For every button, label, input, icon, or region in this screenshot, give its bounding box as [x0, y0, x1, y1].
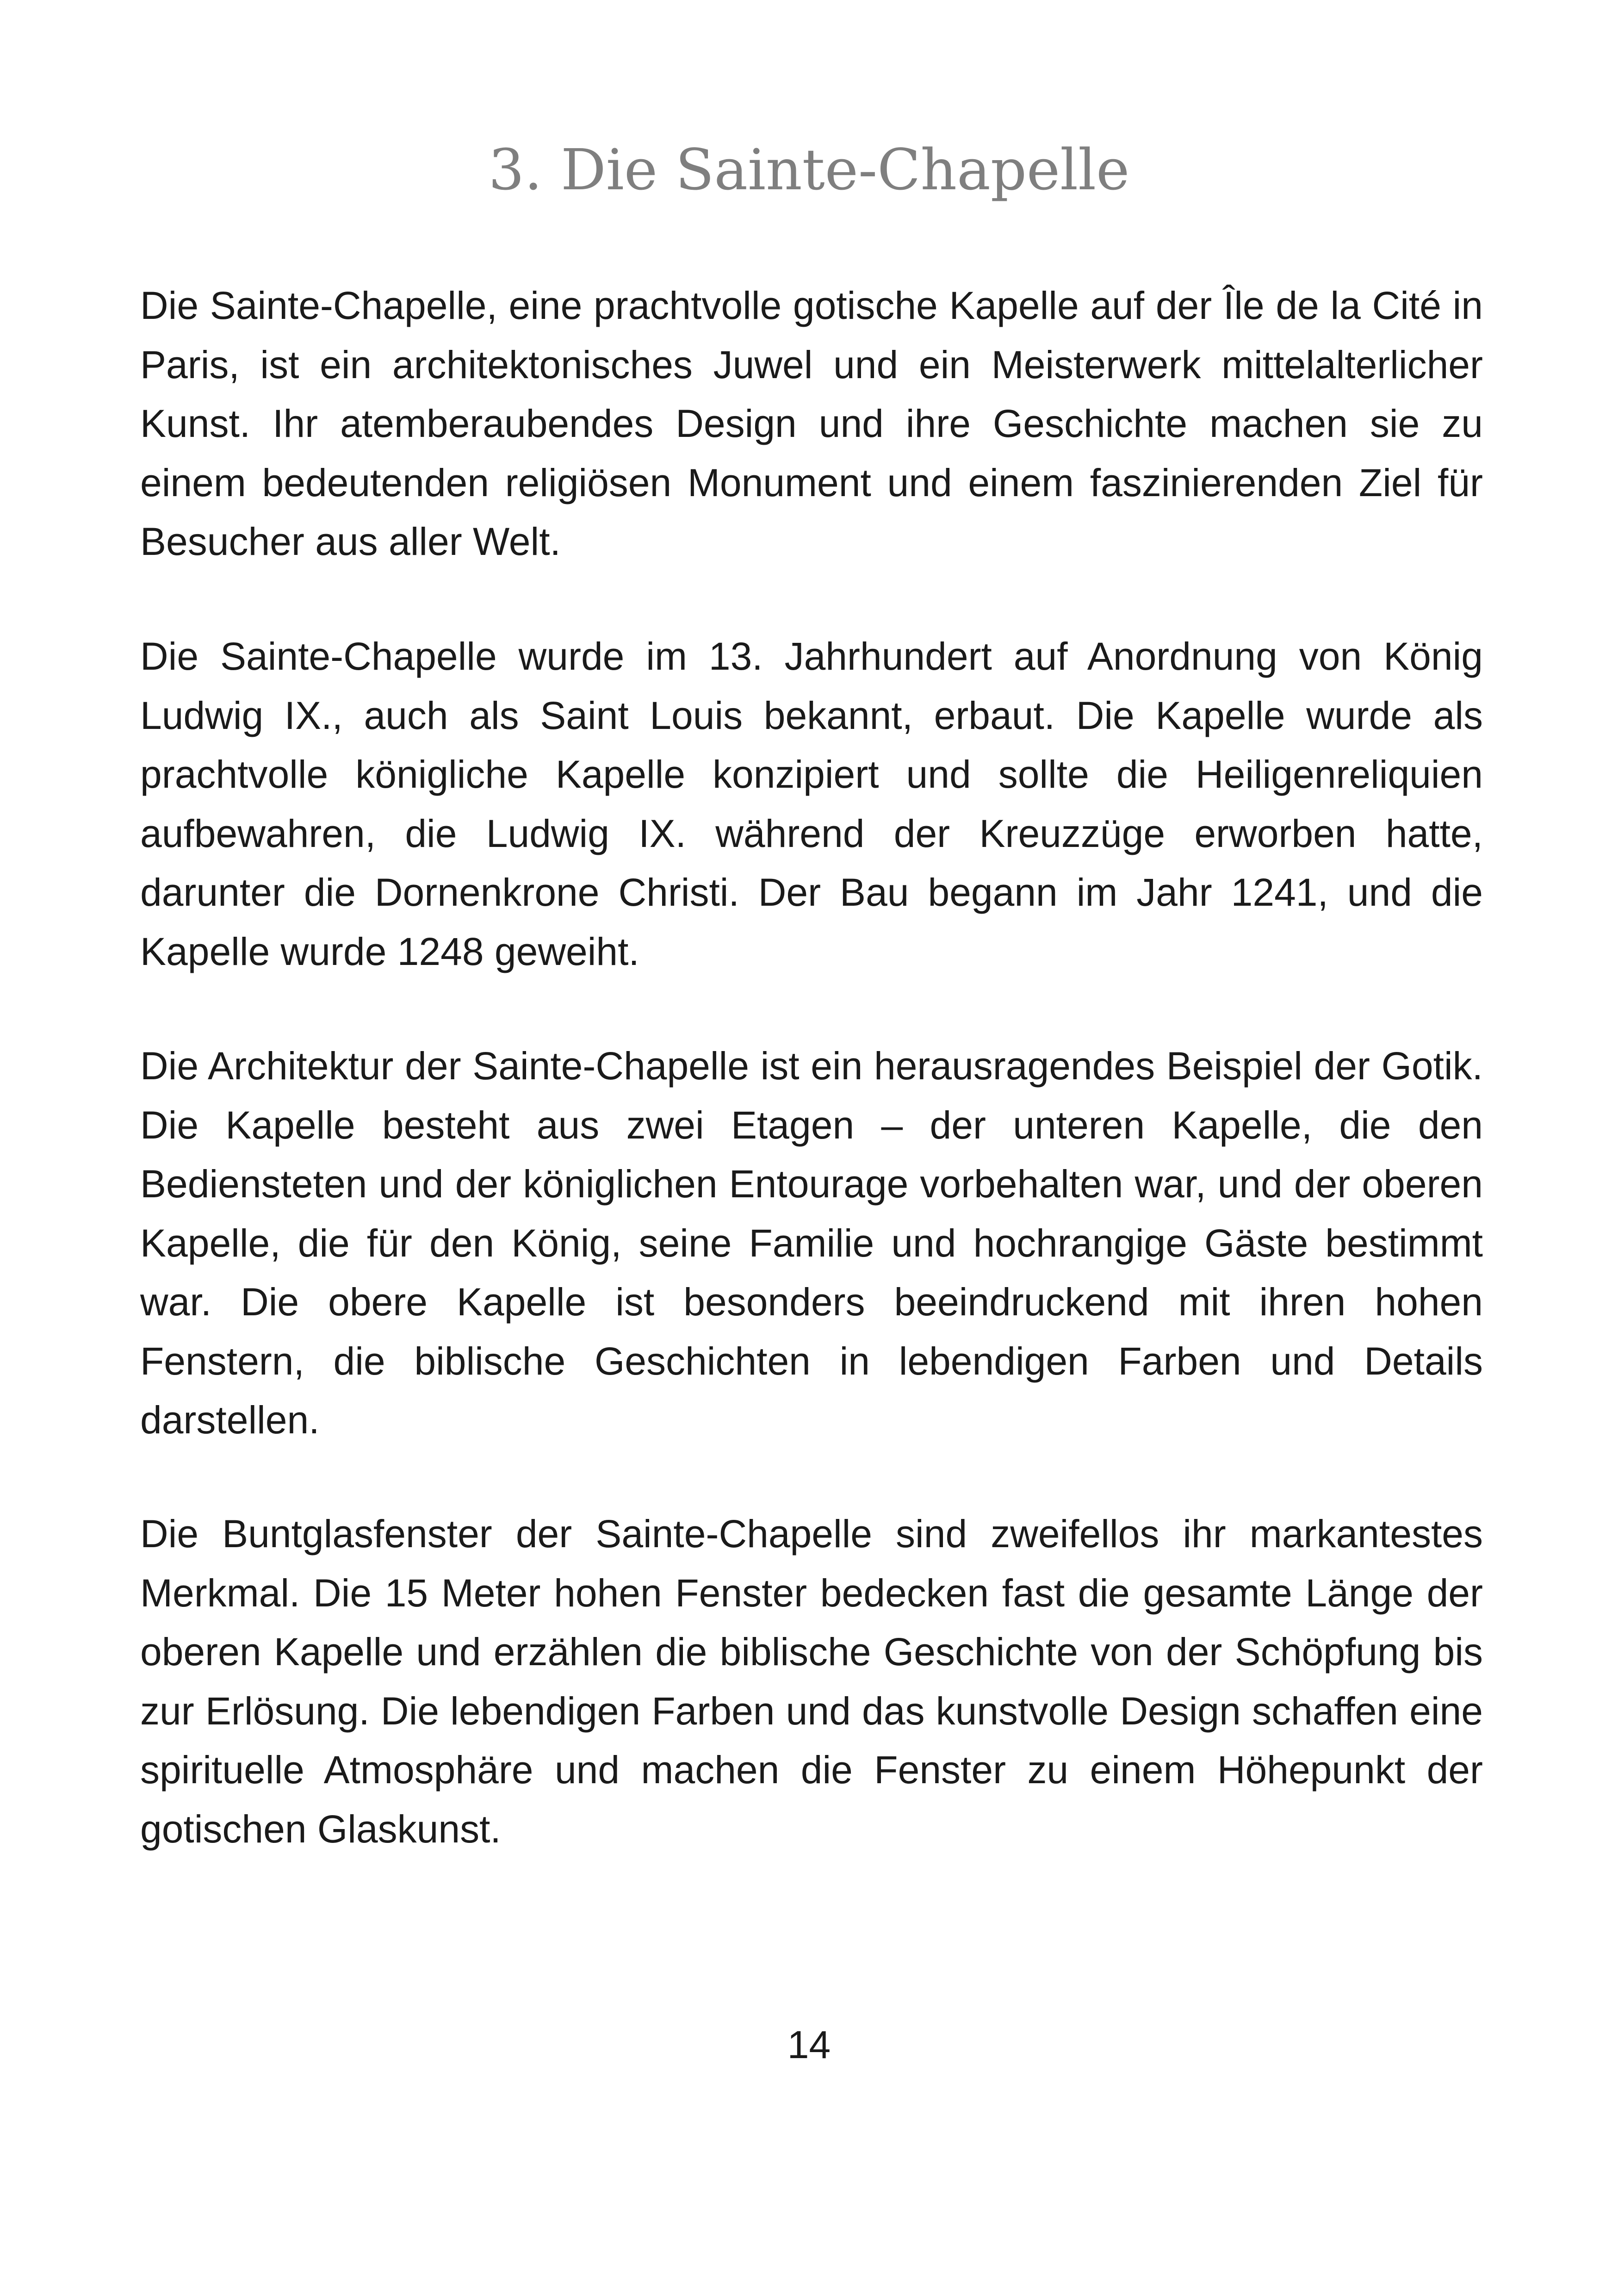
chapter-title: Die Sainte-Chapelle [561, 137, 1130, 203]
paragraph-stained-glass: Die Buntglasfenster der Sainte-Chapelle sind zweifellos ihr markantestes Merkmal. Die 15 Meter hohen Fenster bedecken fast die gesamte Länge der oberen Kapelle und erzählen die biblische Geschichte von der Schöpfung bis zur Erlösung. Die lebendigen Farben und das kunstvolle Design schaffen eine spirituelle Atmosphäre und machen die Fenster zu einem Höhepunkt der gotischen Glaskunst. [140, 1512, 1483, 1851]
page-number: 14 [787, 2023, 831, 2066]
paragraph-architecture: Die Architektur der Sainte-Chapelle ist ein herausragendes Beispiel der Gotik. Die Kapelle besteht aus zwei Etagen – der unteren Kapelle, die den Bediensteten und der königlichen Entourage vorbehalten war, und der oberen Kapelle, die für den König, seine Familie und hochrangige Gäste bestimmt war. Die obere Kapelle ist besonders beeindruckend mit ihren hohen Fenstern, die biblische Geschichten in lebendigen Farben und Details darstellen. [140, 1044, 1483, 1442]
chapter-number: 3. [488, 137, 543, 203]
paragraph-introduction: Die Sainte-Chapelle, eine prachtvolle gotische Kapelle auf der Île de la Cité in Paris, ist ein architektonisches Juwel und ein Meisterwerk mittelalterlicher Kunst. Ihr atemberaubendes Design und ihre Geschichte machen sie zu einem bedeutenden religiösen Monument und einem faszinierenden Ziel für Besucher aus aller Welt. [140, 284, 1483, 563]
chapter-heading [0, 135, 1618, 205]
paragraph-history: Die Sainte-Chapelle wurde im 13. Jahrhundert auf Anordnung von König Ludwig IX., auch als Saint Louis bekannt, erbaut. Die Kapelle wurde als prachtvolle königliche Kapelle konzipiert und sollte die Heiligenreliquien aufbewahren, die Ludwig IX. während der Kreuzzüge erworben hatte, darunter die Dornenkrone Christi. Der Bau begann im Jahr 1241, und die Kapelle wurde 1248 geweiht. [140, 635, 1483, 973]
